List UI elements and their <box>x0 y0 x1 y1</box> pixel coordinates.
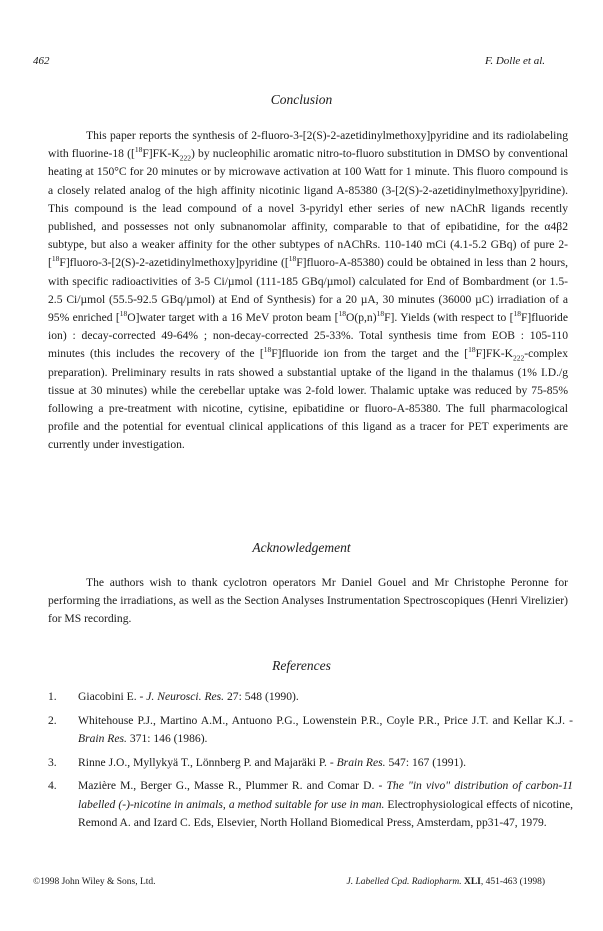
reference-authors: Rinne J.O., Myllykyä T., Lönnberg P. and Majaräki P. - <box>78 755 337 769</box>
conclusion-text-3: ) by nucleophilic aromatic nitro-to-fluoro substitution in DMSO by conventional heating at 150°C for 20 minutes or by microwave activation at 100 Watt for 1 minute. This fluoro compound is a closely related analog of the high affinity nicotinic ligand A-85380 (3-[2(S)-2-azetidinylmethoxy]pyridine). This compound is the lead compound of a novel 3-pyridyl ether series of new nAChR ligands recently published, and possesses not only subnanomolar affinity, comparable to that of epibatidine, for the α4β2 subtype, but also a weaker affinity for the other subtypes of nAChRs. 110-140 mCi (4.1-5.2 GBq) of pure 2-[ <box>48 147 568 270</box>
reference-number: 1. <box>48 690 57 703</box>
superscript: 18 <box>376 309 385 319</box>
reference-citation: Electrophysiological effects of nicotine, Remond A. and Izard C. Eds, Elsevier, North Holland Biomedical Press, Amsterdam, pp31-47, 1979. <box>78 797 574 829</box>
conclusion-heading: Conclusion <box>270 92 333 107</box>
journal-volume: XLI <box>463 877 481 887</box>
running-author: F. Dolle et al. <box>485 55 545 67</box>
superscript: 18 <box>513 309 521 319</box>
journal-pages: , 451-463 (1998) <box>480 877 545 887</box>
reference-item <box>48 777 573 832</box>
reference-citation: 371: 146 (1986). <box>126 731 208 745</box>
reference-list <box>48 688 573 837</box>
reference-item <box>48 754 573 772</box>
conclusion-text-4: F]fluoro-3-[2(S)-2-azetidinylmethoxy]pyridine ([ <box>59 256 289 270</box>
superscript: 18 <box>338 309 346 319</box>
reference-number: 4. <box>48 779 57 793</box>
copyright-notice: ©1998 John Wiley & Sons, Ltd. <box>33 877 156 887</box>
conclusion-text-8: F]. Yields (with respect to [ <box>384 311 514 325</box>
journal-citation <box>347 877 545 887</box>
reference-citation: 27: 548 (1990). <box>224 690 299 703</box>
superscript: 18 <box>119 309 128 319</box>
superscript: 18 <box>134 145 143 155</box>
reference-citation: 547: 167 (1991). <box>385 755 467 769</box>
reference-title: The "in vivo" distribution of carbon-11 labelled (-)-nicotine in animals, a method suitable for use in man. <box>78 779 573 811</box>
superscript: 18 <box>263 345 272 355</box>
conclusion-text-9: F]fluoride ion) : decay-corrected 49-64% ; non-decay-corrected 25-33%. Total synthesis time from EOB : 105-110 minutes (this includes the recovery of the [ <box>48 311 568 361</box>
conclusion-paragraph <box>48 127 568 455</box>
acknowledgement-heading: Acknowledgement <box>252 540 351 555</box>
superscript: 18 <box>288 254 297 264</box>
conclusion-text-10: F]fluoride ion from the target and the [ <box>271 347 469 361</box>
reference-number: 3. <box>48 755 57 769</box>
conclusion-text-12: -complex preparation). Preliminary results in rats showed a substantial uptake of the ligand in the thalamus (1% I.D./g tissue at 30 minutes) while the cerebellar uptake was 2-fold lower. Thalamic uptake was reduced by 75-85% following a pre-treatment with nicotine, cytisine, epibatidine or fluoro-A-85380. The full pharmacological profile and the potential for eventual clinical applications of this ligand as a tracer for PET experiments are currently under investigation. <box>48 347 568 452</box>
conclusion-text-11: F]FK-K <box>475 347 513 361</box>
reference-authors: Mazière M., Berger G., Masse R., Plummer R. and Comar D. - <box>78 779 387 793</box>
reference-text <box>78 777 573 832</box>
reference-journal: Brain Res. <box>336 755 386 769</box>
journal-title: J. Labelled Cpd. Radiopharm. <box>346 877 462 887</box>
conclusion-text-5: F]fluoro-A-85380) could be obtained in less than 2 hours, with specific radioactivities of 3-5 Ci/µmol (111-185 GBq/µmol) calculated for End of Bombardment (or 1.5-2.5 Ci/µmol (55.5-92.5 GBq/µmol) at End of Synthesis) for a 20 µA, 30 minutes (36000 µC) irradiation of a 95% enriched [ <box>48 256 568 325</box>
page-number: 462 <box>33 55 50 67</box>
reference-text <box>78 712 573 748</box>
reference-number: 2. <box>48 713 57 727</box>
subscript: 222 <box>512 353 525 363</box>
reference-text <box>78 754 573 772</box>
superscript: 18 <box>468 345 476 355</box>
superscript: 18 <box>51 254 60 264</box>
reference-authors: Giacobini E. - <box>78 690 147 703</box>
reference-journal: J. Neurosci. Res. <box>146 690 225 703</box>
reference-item <box>48 712 573 748</box>
conclusion-text-1: This paper reports the synthesis of 2-fluoro-3-[2(S)-2-azetidinylmethoxy]pyridine and its radiolabeling with fluorine-18 ([ <box>48 129 568 161</box>
references-heading: References <box>272 658 331 673</box>
subscript: 222 <box>179 153 191 163</box>
conclusion-text-6: O]water target with a 16 MeV proton beam [ <box>127 311 339 325</box>
acknowledgement-paragraph: The authors wish to thank cyclotron operators Mr Daniel Gouel and Mr Christophe Peronne for performing the irradiations, as well as the Section Analyses Instrumentation Spectroscopiques (Henri Virelizier) for MS recording. <box>48 576 568 626</box>
reference-authors: Whitehouse P.J., Martino A.M., Antuono P.G., Lowenstein P.R., Coyle P.R., Price J.T. and Kellar K.J. - <box>78 713 573 727</box>
reference-item <box>48 688 573 706</box>
reference-journal: Brain Res. <box>78 731 127 745</box>
conclusion-text-7: O(p,n) <box>346 311 377 325</box>
reference-text <box>78 688 573 706</box>
conclusion-text-2: F]FK-K <box>142 147 180 161</box>
